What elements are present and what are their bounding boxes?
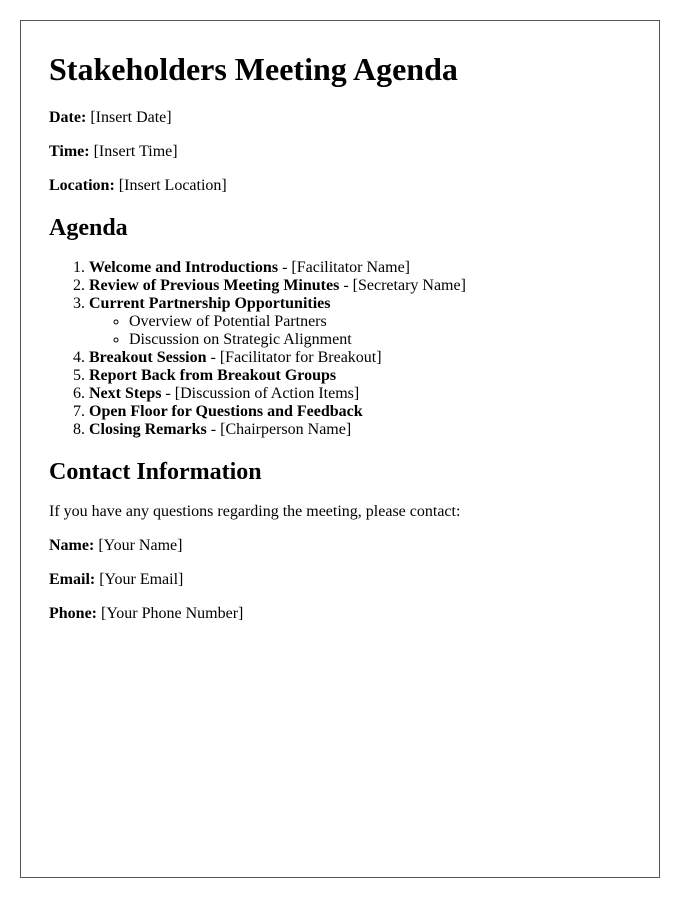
agenda-item-partnership xyxy=(89,295,631,349)
agenda-item-title: Review of Previous Meeting Minutes xyxy=(89,277,340,294)
agenda-subitem: ◦ Discussion on Strategic Alignment xyxy=(129,331,631,349)
contact-name-label: Name: xyxy=(49,537,95,554)
agenda-sublist xyxy=(89,313,631,349)
agenda-item-title: Report Back from Breakout Groups xyxy=(89,367,337,384)
contact-email-label: Email: xyxy=(49,571,96,588)
agenda-subitem: ◦ Overview of Potential Partners xyxy=(129,313,631,331)
agenda-item-detail: - [Discussion of Action Items] xyxy=(161,385,360,402)
agenda-item-detail: - [Chairperson Name] xyxy=(206,421,352,438)
agenda-item-detail: - [Facilitator for Breakout] xyxy=(206,349,382,366)
date-label: Date: xyxy=(49,109,87,126)
agenda-list xyxy=(49,259,631,439)
agenda-item-detail: - [Secretary Name] xyxy=(339,277,466,294)
location-line xyxy=(49,177,631,195)
time-line xyxy=(49,143,631,161)
agenda-item-closing xyxy=(89,421,631,439)
time-label: Time: xyxy=(49,143,90,160)
contact-phone-label: Phone: xyxy=(49,605,97,622)
agenda-item-next-steps xyxy=(89,385,631,403)
contact-email-line xyxy=(49,571,631,589)
contact-intro: If you have any questions regarding the meeting, please contact: xyxy=(49,503,461,520)
agenda-item-title: Next Steps xyxy=(89,385,162,402)
time-value: [Insert Time] xyxy=(93,143,178,160)
date-line xyxy=(49,109,631,127)
contact-phone-value: [Your Phone Number] xyxy=(101,605,244,622)
location-label: Location: xyxy=(49,177,115,194)
agenda-item-report-back xyxy=(89,367,631,385)
contact-heading: Contact Information xyxy=(49,459,262,485)
agenda-item-title: Open Floor for Questions and Feedback xyxy=(89,403,363,420)
agenda-item-title: Current Partnership Opportunities xyxy=(89,295,331,312)
contact-phone-line xyxy=(49,605,631,623)
date-value: [Insert Date] xyxy=(90,109,172,126)
page-title: Stakeholders Meeting Agenda xyxy=(49,51,458,87)
agenda-heading: Agenda xyxy=(49,215,128,241)
agenda-document xyxy=(20,20,660,878)
contact-email-value: [Your Email] xyxy=(99,571,184,588)
agenda-item-review-minutes xyxy=(89,277,631,295)
agenda-item-title: Breakout Session xyxy=(89,349,207,366)
agenda-item-breakout xyxy=(89,349,631,367)
agenda-item-welcome xyxy=(89,259,631,277)
location-value: [Insert Location] xyxy=(118,177,227,194)
agenda-item-detail: - [Facilitator Name] xyxy=(278,259,411,276)
agenda-item-title: Welcome and Introductions xyxy=(89,259,279,276)
agenda-item-title: Closing Remarks xyxy=(89,421,207,438)
agenda-item-open-floor xyxy=(89,403,631,421)
contact-name-line xyxy=(49,537,631,555)
contact-name-value: [Your Name] xyxy=(98,537,183,554)
